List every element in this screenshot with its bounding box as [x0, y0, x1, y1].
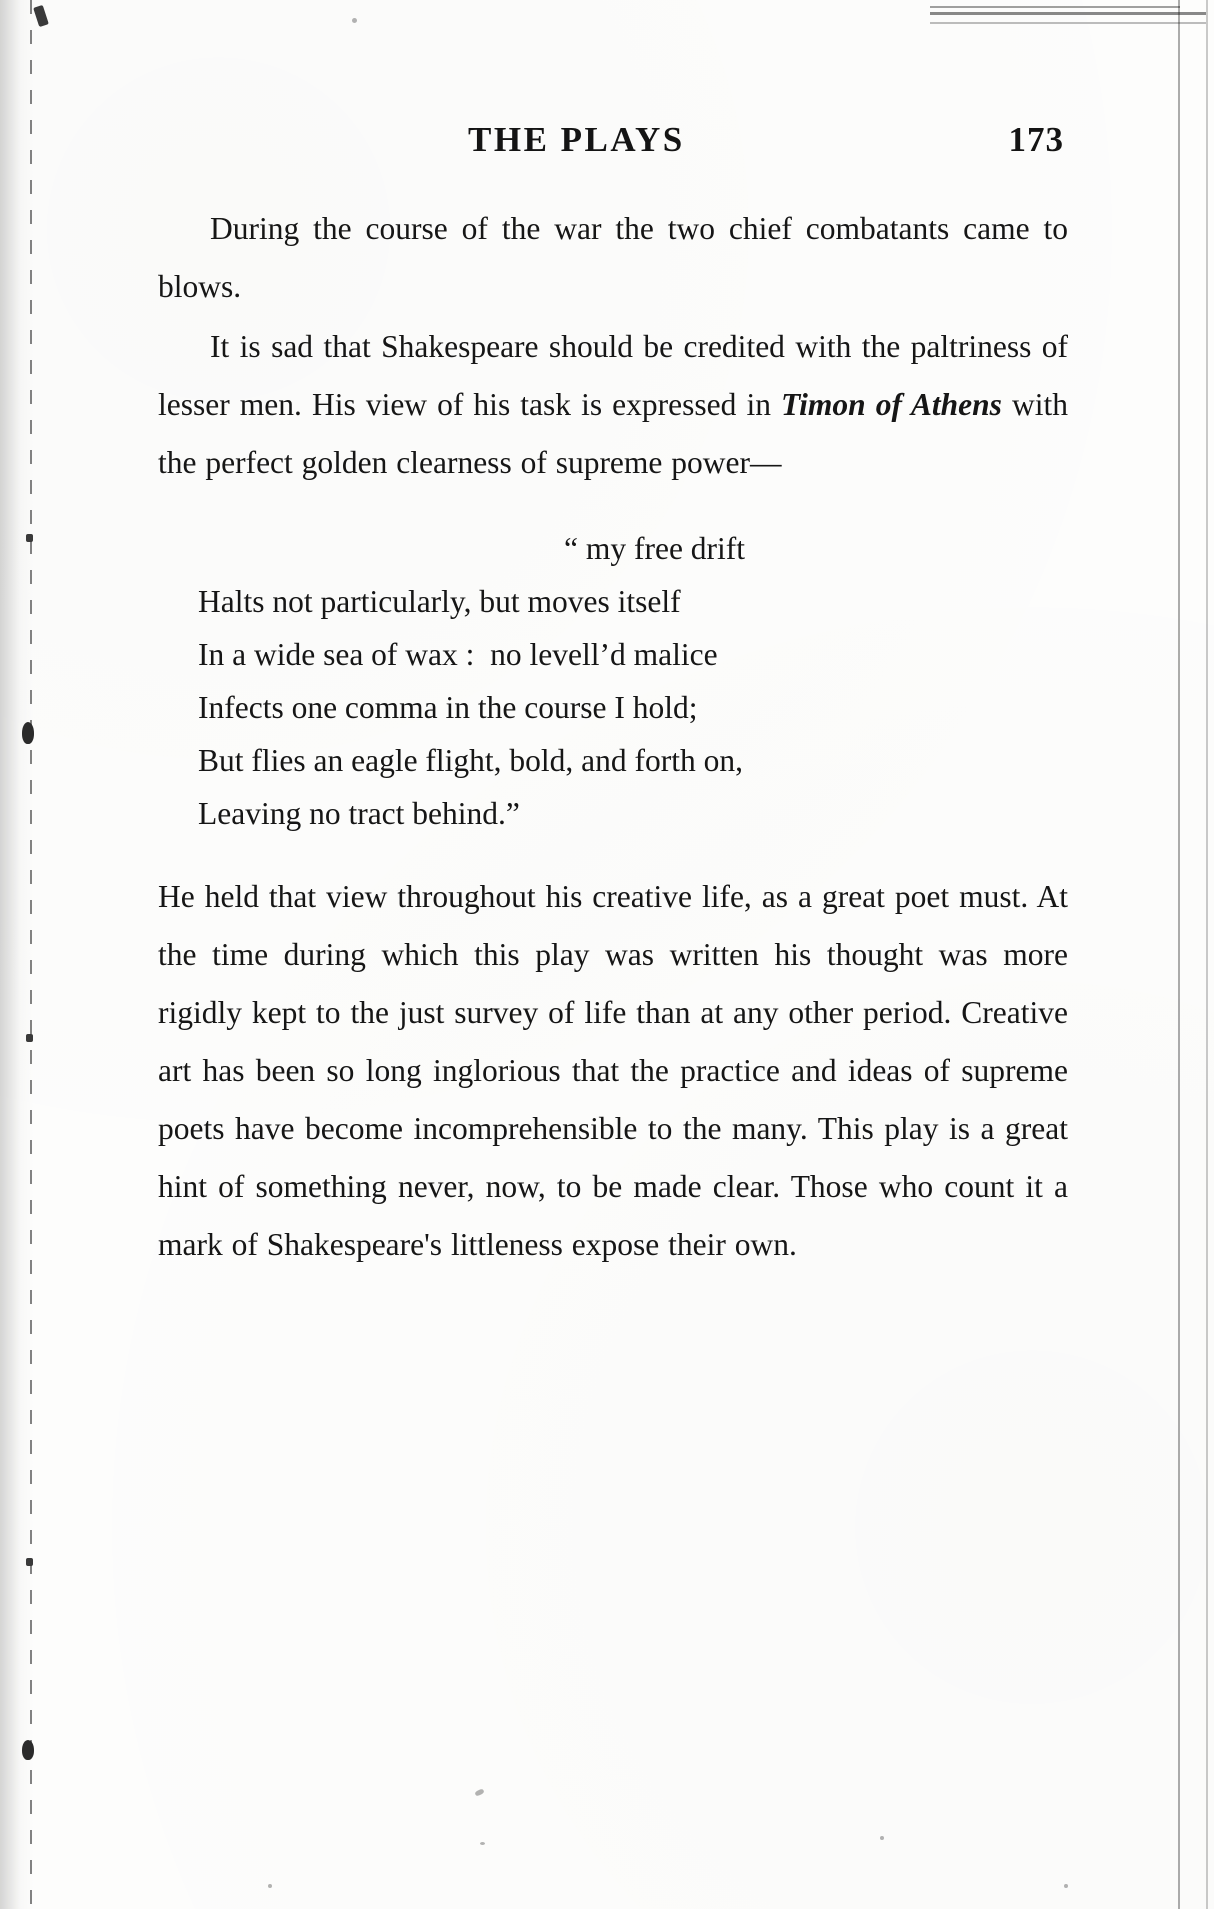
scan-speckle [880, 1836, 884, 1840]
scan-artifact-mark [22, 722, 34, 744]
quote-line: But flies an eagle flight, bold, and forth on, [198, 743, 744, 778]
quote-line: Leaving no tract behind.” [198, 796, 520, 831]
paragraph-2 [158, 318, 1068, 492]
page-edge-line [1206, 0, 1208, 1909]
scan-artifact-mark [26, 1034, 33, 1042]
quote-line: Infects one comma in the course I hold; [198, 690, 698, 725]
page-edge-line [930, 6, 1180, 8]
scan-artifact-mark [22, 1740, 34, 1760]
quote-line: In a wide sea of wax : no levell’d malice [198, 637, 718, 672]
paragraph-3: He held that view throughout his creative life, as a great poet must. At the time during which this play was written his thought was more rigidly kept to the just survey of life than at any other period. Creative art has been so long inglorious that the practice and ideas of supreme poets have become incomprehensible to the many. This play is a great hint of something never, now, to be made clear. Those who count it a mark of Shakespeare's littleness expose their own. [158, 879, 1068, 1262]
quote-line: Halts not particularly, but moves itself [198, 584, 681, 619]
paragraph-2-part-a: It is sad that Shakespeare should be credited with the paltriness of lesser men. His view of his task is expressed in [158, 329, 1068, 422]
scan-artifact-mark [26, 534, 33, 542]
page-edge-line [930, 22, 1206, 24]
page-number: 173 [1008, 120, 1064, 159]
running-head [158, 120, 1068, 174]
paragraph-1: During the course of the war the two chief combatants came to blows. [158, 211, 1068, 304]
binding-edge-line [30, 0, 32, 1909]
binding-gutter-shadow [0, 0, 34, 1909]
verse-quotation [158, 522, 1068, 840]
work-title-italic: Timon of Athens [781, 387, 1002, 422]
page-edge-line [1178, 0, 1180, 1909]
page-text-block [158, 120, 1068, 1276]
quote-line: “ my free drift [564, 531, 746, 566]
scan-speckle [1064, 1884, 1068, 1888]
page-edge-line [930, 12, 1206, 15]
running-head-title: THE PLAYS [468, 120, 685, 159]
scan-artifact-mark [26, 1558, 33, 1566]
scan-speckle [352, 18, 357, 23]
paragraph-2-part-b: with the perfect golden clearness of supreme power— [158, 387, 1068, 480]
scan-speckle [480, 1842, 485, 1845]
scan-speckle [268, 1884, 272, 1888]
